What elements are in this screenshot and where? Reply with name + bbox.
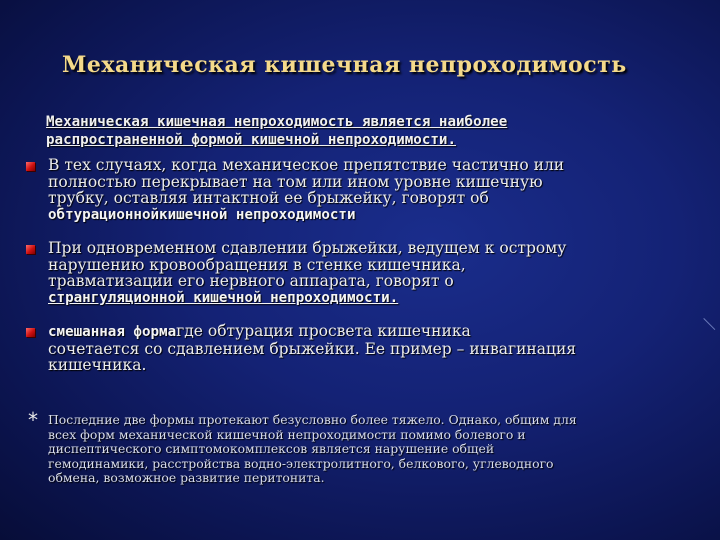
bullet-first-rest: где обтурация просвета кишечника bbox=[176, 322, 471, 340]
slide-title: Механическая кишечная непроходимость bbox=[62, 52, 627, 78]
bullet-emphasis: обтурационнойкишечной непроходимости bbox=[48, 206, 356, 223]
bullet-text bbox=[48, 323, 708, 374]
bullet-marker-icon bbox=[26, 245, 35, 254]
bullet-line: трубку, оставляя интактной ее брыжейку, говорят об bbox=[48, 189, 489, 207]
note-line: диспептического симптомокомплексов является нарушение общей bbox=[48, 441, 495, 456]
bullet-emphasis: смешанная форма bbox=[48, 324, 177, 340]
bullet-line: полностью перекрывает на том или ином уровне кишечную bbox=[48, 172, 543, 191]
note-line: Последние две формы протекают безусловно более тяжело. Однако, общим для bbox=[48, 412, 577, 427]
note-line: всех форм механической кишечной непроходимости помимо болевого и bbox=[48, 426, 526, 442]
footnote bbox=[48, 413, 708, 486]
bullet-text bbox=[48, 240, 708, 306]
bullet-line: травматизации его нервного аппарата, говорят о bbox=[48, 272, 454, 290]
lead-line-1: Механическая кишечная непроходимость является наиболее bbox=[46, 114, 508, 130]
lead-text bbox=[46, 113, 716, 149]
bullet-emphasis: странгуляционной кишечной непроходимости. bbox=[48, 289, 399, 306]
bullet-line: нарушению кровообращения в стенке кишечника, bbox=[48, 255, 466, 274]
bullet-line: сочетается со сдавлением брыжейки. Ее пример – инвагинация bbox=[48, 339, 577, 358]
note-line: гемодинамики, расстройства водно-электролитного, белкового, углеводного bbox=[48, 455, 554, 471]
note-asterisk-icon: * bbox=[28, 408, 38, 432]
bullet-marker-icon bbox=[26, 328, 35, 337]
bullet-marker-icon bbox=[26, 162, 35, 171]
bullet-first-line bbox=[48, 323, 708, 341]
bullet-line: При одновременном сдавлении брыжейки, ведущем к острому bbox=[48, 239, 567, 257]
note-line: обмена, возможное развитие перитонита. bbox=[48, 470, 325, 485]
lead-line-2: распространенной формой кишечной непроходимости. bbox=[46, 132, 456, 148]
bullet-line: В тех случаях, когда механическое препятствие частично или bbox=[48, 156, 565, 174]
bullet-line: кишечника. bbox=[48, 356, 147, 374]
bullet-text bbox=[48, 157, 708, 223]
